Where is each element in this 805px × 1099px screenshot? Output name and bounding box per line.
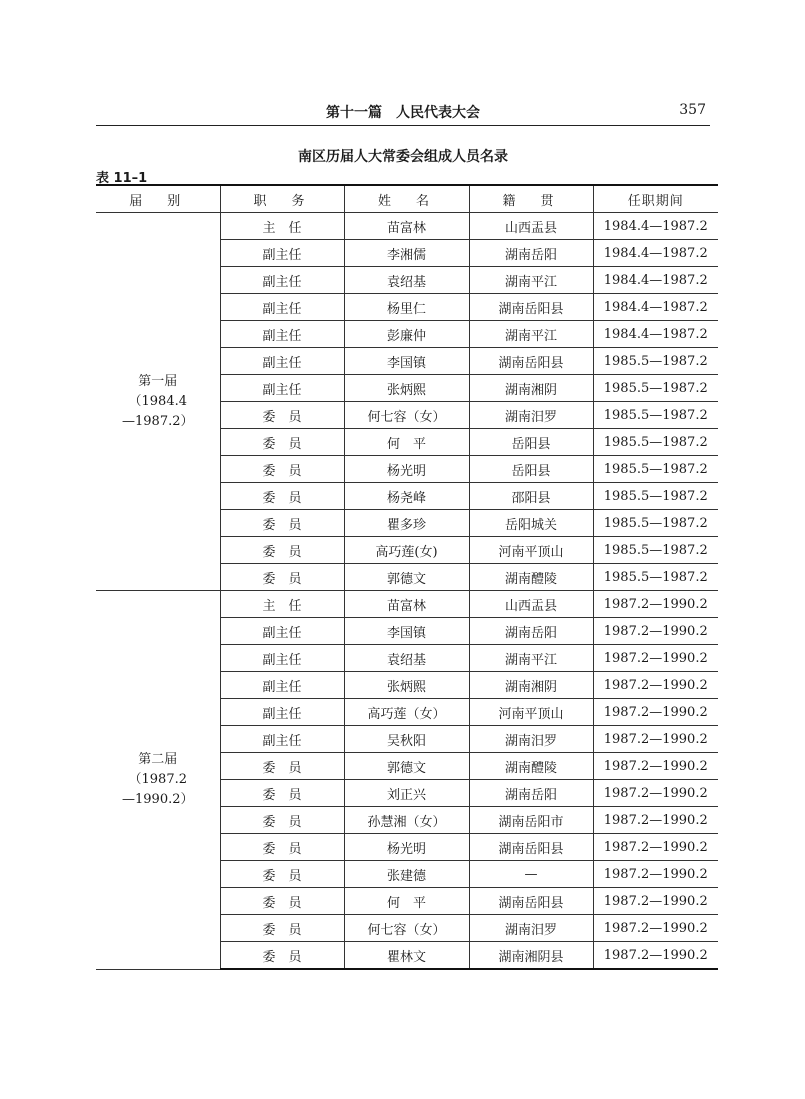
period-cell: 1987.2—1990.2	[593, 780, 718, 807]
name-cell: 苗富林	[344, 591, 469, 618]
post-cell: 委 员	[220, 510, 344, 537]
post-cell: 副主任	[220, 618, 344, 645]
post-cell: 委 员	[220, 429, 344, 456]
period-cell: 1985.5—1987.2	[593, 375, 718, 402]
origin-cell: 河南平顶山	[469, 537, 593, 564]
name-cell: 何七容（女）	[344, 915, 469, 942]
term-group	[96, 591, 718, 970]
table-header-row	[96, 185, 718, 213]
term-cell	[96, 213, 220, 591]
post-cell: 委 员	[220, 861, 344, 888]
name-cell: 杨光明	[344, 834, 469, 861]
origin-cell: 湖南岳阳县	[469, 888, 593, 915]
period-cell: 1987.2—1990.2	[593, 726, 718, 753]
period-cell: 1984.4—1987.2	[593, 240, 718, 267]
post-cell: 副主任	[220, 267, 344, 294]
name-cell: 苗富林	[344, 213, 469, 240]
running-header	[96, 102, 710, 124]
origin-cell: 湖南岳阳	[469, 780, 593, 807]
period-cell: 1987.2—1990.2	[593, 861, 718, 888]
name-cell: 何 平	[344, 429, 469, 456]
post-cell: 委 员	[220, 888, 344, 915]
post-cell: 委 员	[220, 483, 344, 510]
term-cell	[96, 591, 220, 970]
period-cell: 1985.5—1987.2	[593, 537, 718, 564]
name-cell: 高巧莲(女)	[344, 537, 469, 564]
name-cell: 郭德文	[344, 564, 469, 591]
origin-cell: 湖南汨罗	[469, 726, 593, 753]
name-cell: 李国镇	[344, 618, 469, 645]
origin-cell: —	[469, 861, 593, 888]
name-cell: 张建德	[344, 861, 469, 888]
post-cell: 委 员	[220, 564, 344, 591]
term-range: —1990.2）	[122, 791, 194, 807]
post-cell: 委 员	[220, 780, 344, 807]
term-name: 第一届	[138, 373, 178, 389]
post-cell: 副主任	[220, 645, 344, 672]
origin-cell: 湖南汨罗	[469, 915, 593, 942]
col-header-term: 届 别	[96, 185, 220, 213]
post-cell: 主 任	[220, 591, 344, 618]
origin-cell: 湖南醴陵	[469, 564, 593, 591]
period-cell: 1984.4—1987.2	[593, 321, 718, 348]
table-row	[96, 213, 718, 240]
period-cell: 1985.5—1987.2	[593, 483, 718, 510]
origin-cell: 河南平顶山	[469, 699, 593, 726]
origin-cell: 湖南湘阴	[469, 672, 593, 699]
post-cell: 副主任	[220, 699, 344, 726]
chapter-title: 第十一篇 人民代表大会	[326, 105, 480, 121]
post-cell: 副主任	[220, 294, 344, 321]
origin-cell: 湖南岳阳县	[469, 834, 593, 861]
origin-cell: 山西盂县	[469, 213, 593, 240]
term-range: （1984.4	[128, 393, 187, 409]
table-title: 南区历届人大常委会组成人员名录	[298, 149, 508, 165]
post-cell: 委 员	[220, 537, 344, 564]
period-cell: 1987.2—1990.2	[593, 672, 718, 699]
post-cell: 委 员	[220, 942, 344, 970]
origin-cell: 湖南岳阳	[469, 240, 593, 267]
origin-cell: 湖南岳阳县	[469, 294, 593, 321]
name-cell: 彭廉仲	[344, 321, 469, 348]
period-cell: 1987.2—1990.2	[593, 753, 718, 780]
name-cell: 高巧莲（女）	[344, 699, 469, 726]
post-cell: 副主任	[220, 726, 344, 753]
period-cell: 1987.2—1990.2	[593, 699, 718, 726]
period-cell: 1985.5—1987.2	[593, 456, 718, 483]
period-cell: 1985.5—1987.2	[593, 348, 718, 375]
post-cell: 委 员	[220, 753, 344, 780]
name-cell: 孙慧湘（女）	[344, 807, 469, 834]
name-cell: 何 平	[344, 888, 469, 915]
period-cell: 1985.5—1987.2	[593, 429, 718, 456]
name-cell: 杨光明	[344, 456, 469, 483]
name-cell: 张炳熙	[344, 672, 469, 699]
name-cell: 瞿林文	[344, 942, 469, 970]
term-group	[96, 213, 718, 591]
post-cell: 副主任	[220, 321, 344, 348]
post-cell: 副主任	[220, 672, 344, 699]
period-cell: 1984.4—1987.2	[593, 213, 718, 240]
period-cell: 1987.2—1990.2	[593, 834, 718, 861]
post-cell: 委 员	[220, 915, 344, 942]
name-cell: 李国镇	[344, 348, 469, 375]
period-cell: 1985.5—1987.2	[593, 564, 718, 591]
origin-cell: 岳阳城关	[469, 510, 593, 537]
term-range: —1987.2）	[122, 413, 194, 429]
post-cell: 委 员	[220, 834, 344, 861]
origin-cell: 邵阳县	[469, 483, 593, 510]
post-cell: 委 员	[220, 807, 344, 834]
post-cell: 副主任	[220, 240, 344, 267]
period-cell: 1985.5—1987.2	[593, 510, 718, 537]
name-cell: 何七容（女）	[344, 402, 469, 429]
table-number: 表 11–1	[96, 171, 148, 186]
origin-cell: 湖南平江	[469, 321, 593, 348]
post-cell: 副主任	[220, 375, 344, 402]
col-header-period: 任职期间	[593, 185, 718, 213]
origin-cell: 湖南平江	[469, 267, 593, 294]
name-cell: 郭德文	[344, 753, 469, 780]
origin-cell: 湖南湘阴县	[469, 942, 593, 970]
page-number: 357	[679, 102, 706, 118]
origin-cell: 湖南醴陵	[469, 753, 593, 780]
term-name: 第二届	[138, 751, 178, 767]
name-cell: 袁绍基	[344, 267, 469, 294]
col-header-name: 姓 名	[344, 185, 469, 213]
name-cell: 李湘儒	[344, 240, 469, 267]
period-cell: 1987.2—1990.2	[593, 645, 718, 672]
origin-cell: 岳阳县	[469, 429, 593, 456]
period-cell: 1987.2—1990.2	[593, 618, 718, 645]
period-cell: 1984.4—1987.2	[593, 294, 718, 321]
header-rule	[96, 125, 710, 126]
origin-cell: 湖南湘阴	[469, 375, 593, 402]
col-header-post: 职 务	[220, 185, 344, 213]
name-cell: 刘正兴	[344, 780, 469, 807]
name-cell: 瞿多珍	[344, 510, 469, 537]
period-cell: 1987.2—1990.2	[593, 591, 718, 618]
origin-cell: 湖南汨罗	[469, 402, 593, 429]
post-cell: 主 任	[220, 213, 344, 240]
period-cell: 1987.2—1990.2	[593, 807, 718, 834]
roster-table	[96, 184, 718, 970]
period-cell: 1984.4—1987.2	[593, 267, 718, 294]
origin-cell: 湖南岳阳县	[469, 348, 593, 375]
name-cell: 吴秋阳	[344, 726, 469, 753]
period-cell: 1987.2—1990.2	[593, 915, 718, 942]
origin-cell: 湖南平江	[469, 645, 593, 672]
origin-cell: 山西盂县	[469, 591, 593, 618]
post-cell: 委 员	[220, 456, 344, 483]
post-cell: 委 员	[220, 402, 344, 429]
period-cell: 1987.2—1990.2	[593, 942, 718, 970]
name-cell: 袁绍基	[344, 645, 469, 672]
table-row	[96, 591, 718, 618]
name-cell: 杨尧峰	[344, 483, 469, 510]
post-cell: 副主任	[220, 348, 344, 375]
name-cell: 杨里仁	[344, 294, 469, 321]
period-cell: 1985.5—1987.2	[593, 402, 718, 429]
origin-cell: 湖南岳阳市	[469, 807, 593, 834]
col-header-origin: 籍 贯	[469, 185, 593, 213]
origin-cell: 岳阳县	[469, 456, 593, 483]
name-cell: 张炳熙	[344, 375, 469, 402]
term-range: （1987.2	[128, 771, 187, 787]
period-cell: 1987.2—1990.2	[593, 888, 718, 915]
origin-cell: 湖南岳阳	[469, 618, 593, 645]
